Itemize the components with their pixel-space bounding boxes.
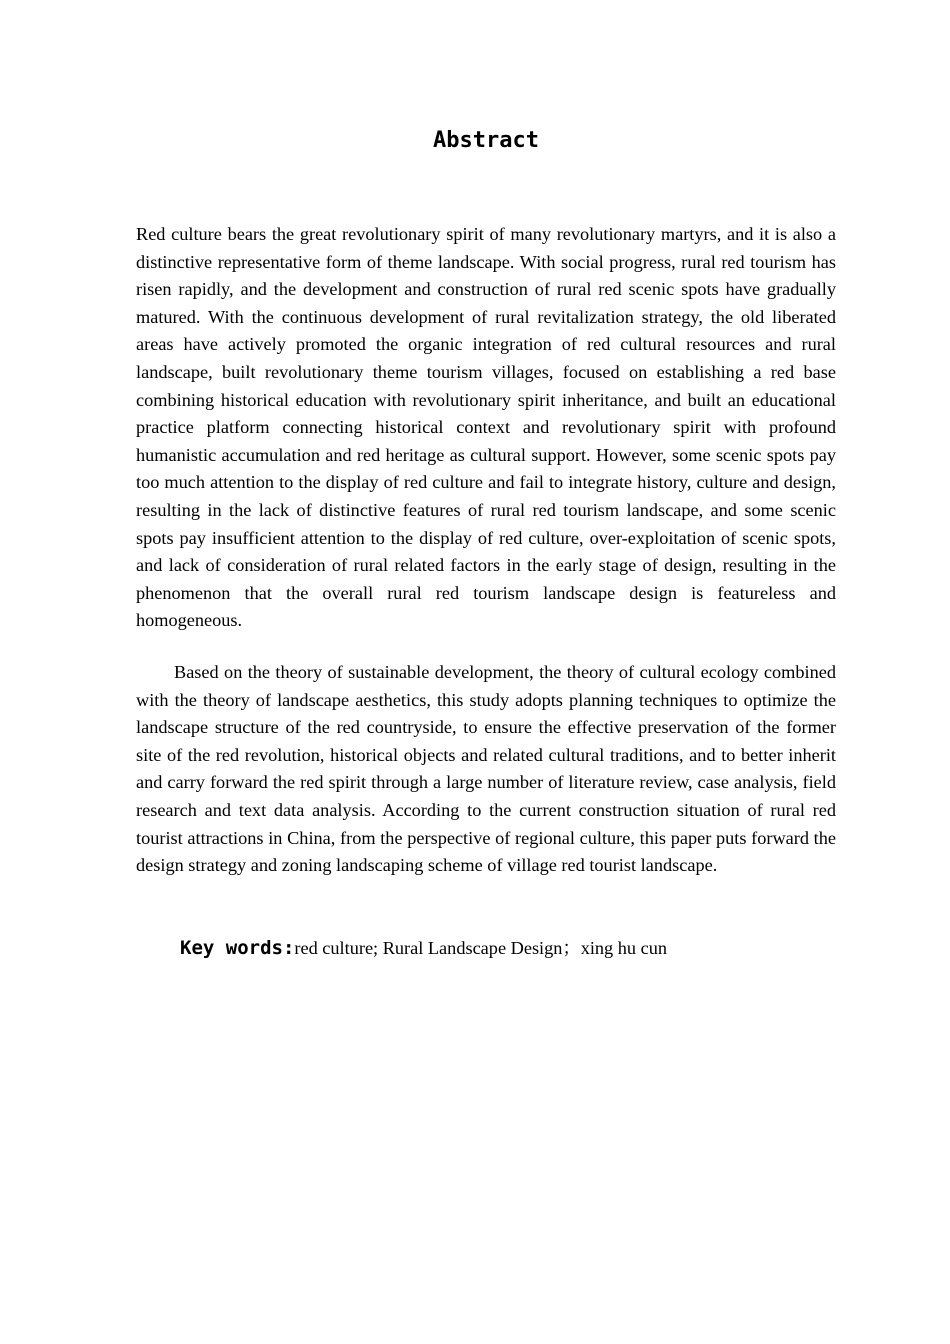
keywords-value: red culture; Rural Landscape Design；xing hu cun (294, 938, 668, 958)
keywords-line (180, 934, 836, 962)
abstract-heading: Abstract (433, 128, 539, 153)
abstract-paragraph-2: Based on the theory of sustainable development, the theory of cultural ecology combined with the theory of landscape aesthetics, this study adopts planning techniques to optimize the landscape structure of the red countryside, to ensure the effective preservation of the former site of the red revolution, historical objects and related cultural traditions, and to better inherit and carry forward the red spirit through a large number of literature review, case analysis, field research and text data analysis. According to the current construction situation of rural red tourist attractions in China, from the perspective of regional culture, this paper puts forward the design strategy and zoning landscaping scheme of village red tourist landscape. (136, 662, 836, 876)
abstract-paragraph-1: Red culture bears the great revolutionary spirit of many revolutionary martyrs, and it is also a distinctive representative form of theme landscape. With social progress, rural red tourism has risen rapidly, and the development and construction of rural red scenic spots have gradually matured. With the continuous development of rural revitalization strategy, the old liberated areas have actively promoted the organic integration of red cultural resources and rural landscape, built revolutionary theme tourism villages, focused on establishing a red base combining historical education with revolutionary spirit inheritance, and built an educational practice platform connecting historical context and revolutionary spirit with profound humanistic accumulation and red heritage as cultural support. However, some scenic spots pay too much attention to the display of red culture and fail to integrate history, culture and design, resulting in the lack of distinctive features of rural red tourism landscape, and some scenic spots pay insufficient attention to the display of red culture, over-exploitation of scenic spots, and lack of consideration of rural related factors in the early stage of design, resulting in the phenomenon that the overall rural red tourism landscape design is featureless and homogeneous. (136, 224, 836, 631)
keywords-label: Key words: (180, 937, 295, 959)
